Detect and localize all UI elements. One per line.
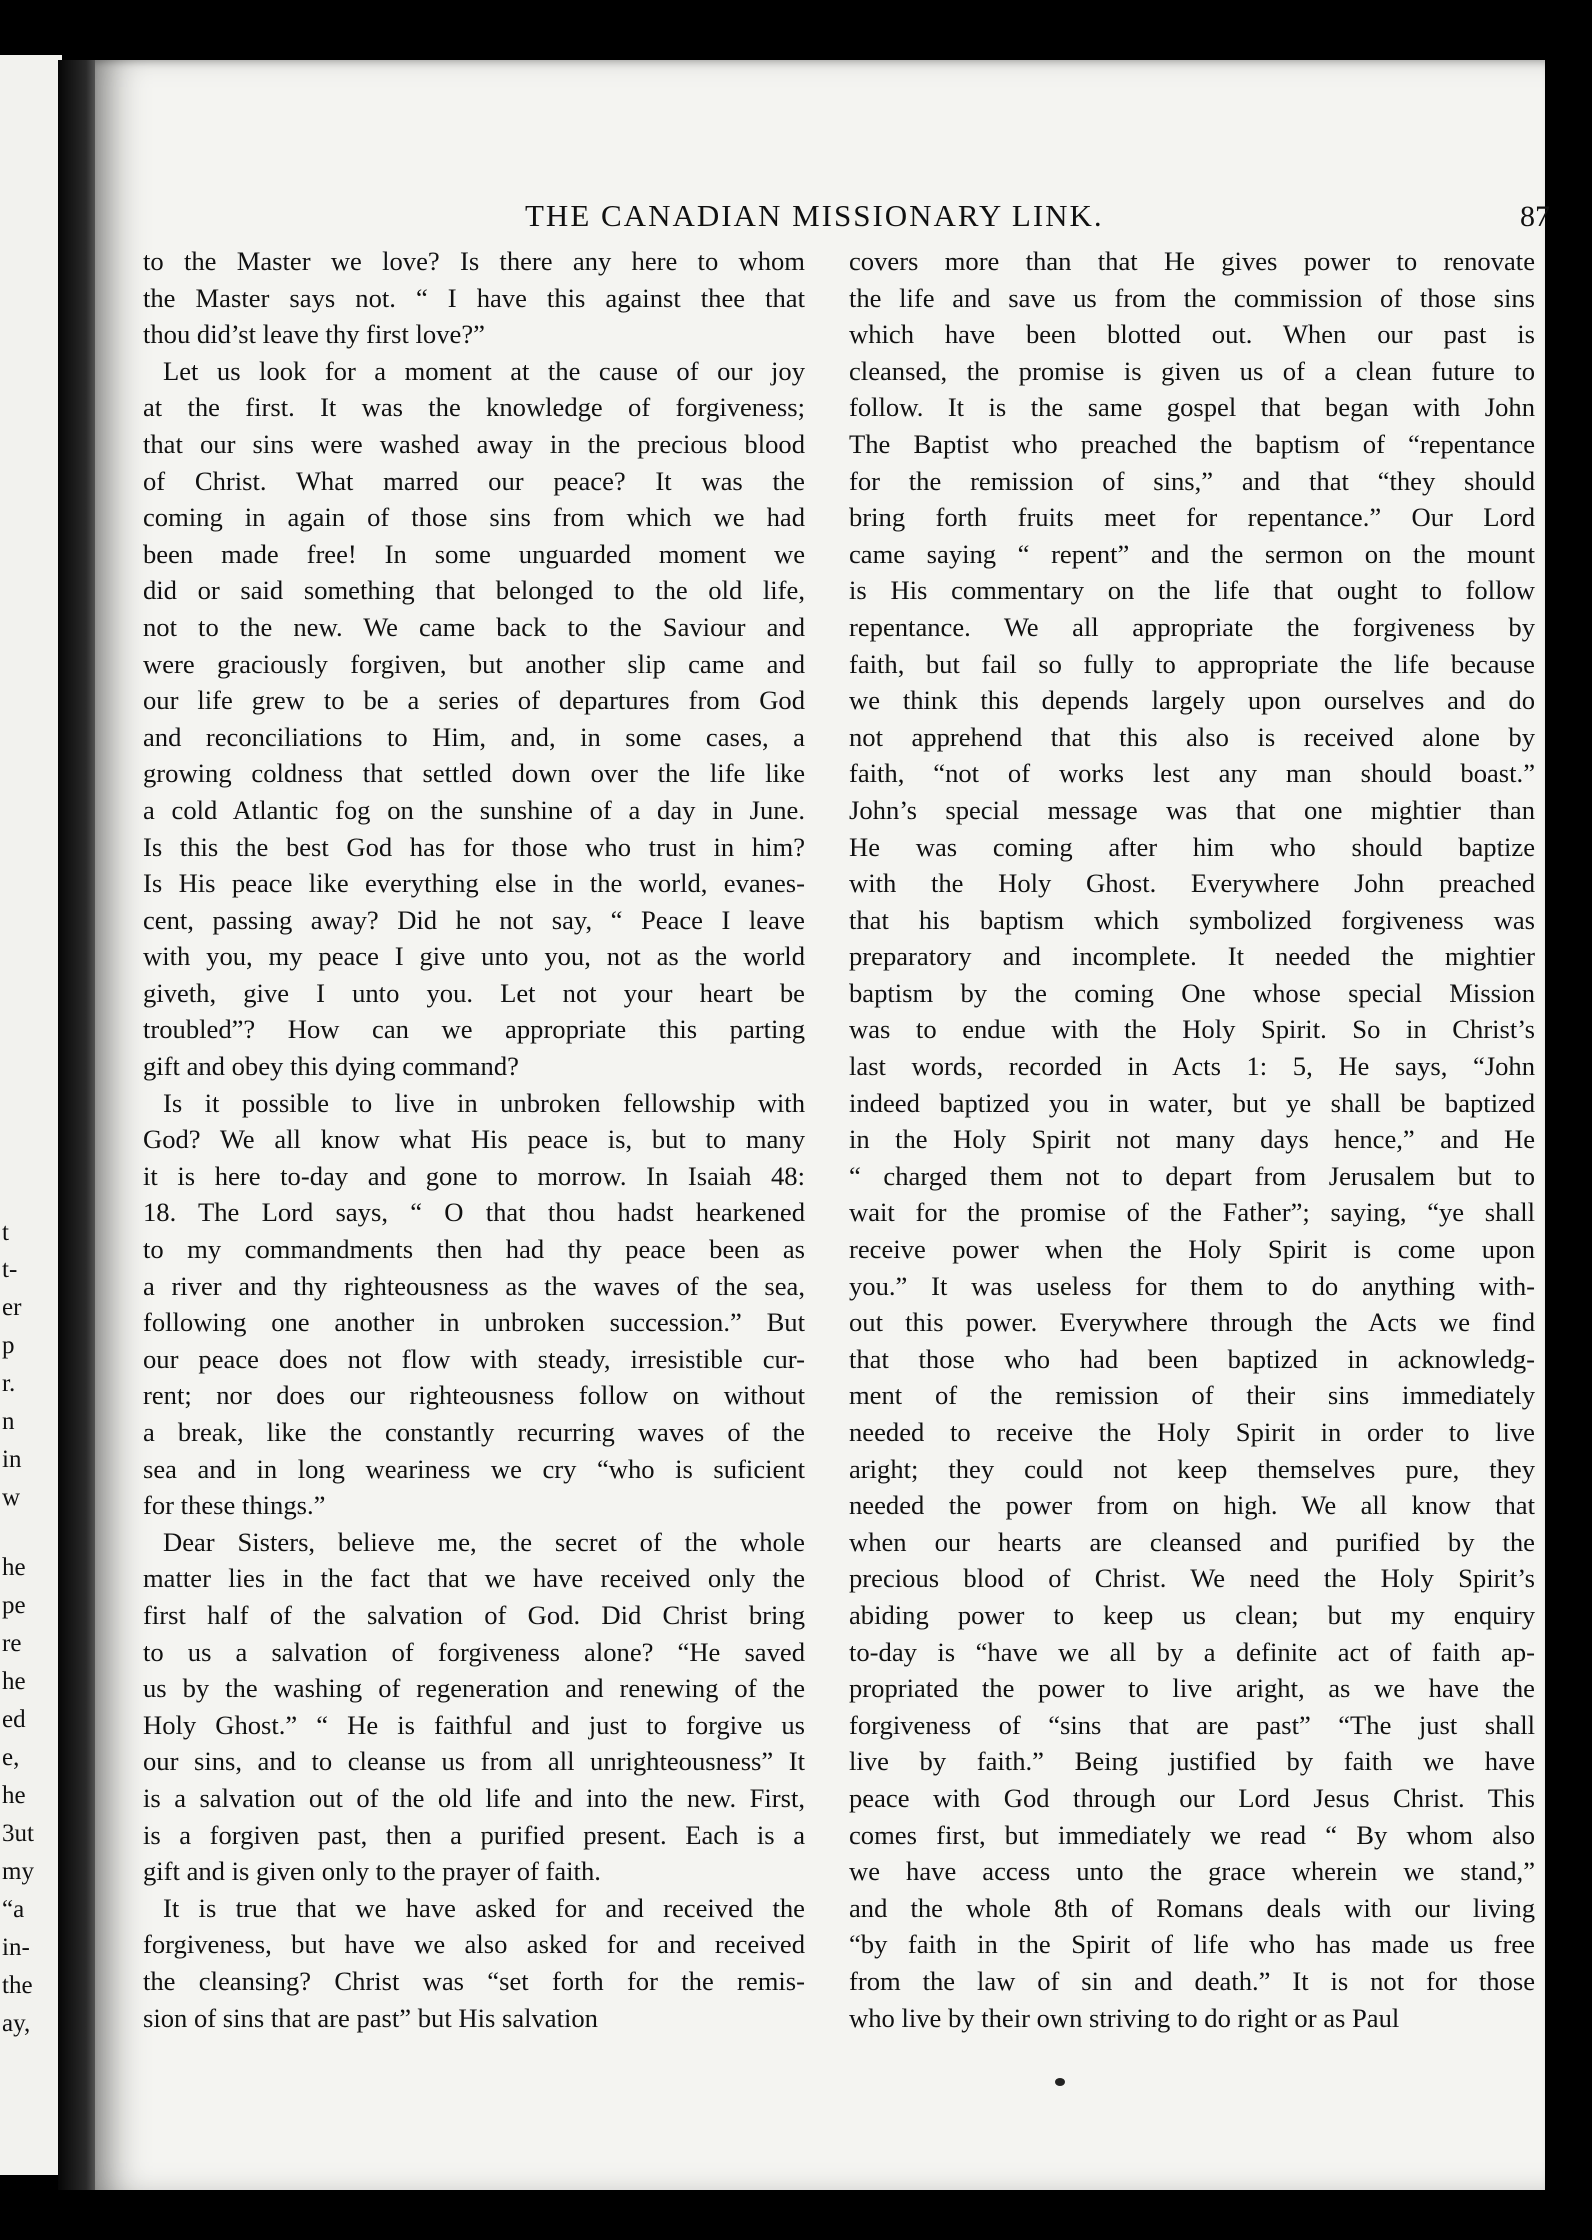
right-text-column xyxy=(849,243,1535,2036)
prev-page-fragment: er xyxy=(2,1294,22,1321)
text-line: troubled”? How can we appropriate this parting xyxy=(143,1014,805,1045)
text-line: our life grew to be a series of departures from God xyxy=(143,685,805,716)
text-line: been made free! In some unguarded moment we xyxy=(143,538,805,569)
text-line: last words, recorded in Acts 1: 5, He says, “John xyxy=(849,1051,1535,1082)
text-line: 18. The Lord says, “ O that thou hadst hearkened xyxy=(143,1197,805,1228)
prev-page-fragment: ed xyxy=(2,1706,26,1733)
text-line: “ charged them not to depart from Jerusalem but to xyxy=(849,1160,1535,1191)
text-line: with the Holy Ghost. Everywhere John preached xyxy=(849,868,1535,899)
text-line: John’s special message was that one mightier than xyxy=(849,794,1535,825)
text-line: Let us look for a moment at the cause of our joy xyxy=(163,355,805,386)
text-line: coming in again of those sins from which we had xyxy=(143,502,805,533)
text-line: that our sins were washed away in the precious blood xyxy=(143,428,805,459)
text-line: at the first. It was the knowledge of forgiveness; xyxy=(143,392,805,423)
previous-page-edge xyxy=(0,55,62,2175)
prev-page-fragment: 3ut xyxy=(2,1820,34,1847)
prev-page-fragment: w xyxy=(2,1484,21,1511)
text-line: It is true that we have asked for and received the xyxy=(163,1892,805,1923)
text-line: not apprehend that this also is received alone by xyxy=(849,721,1535,752)
text-line: indeed baptized you in water, but ye shall be baptized xyxy=(849,1087,1535,1118)
text-line: we have access unto the grace wherein we stand,” xyxy=(849,1856,1535,1887)
text-line: Is it possible to live in unbroken fellowship with xyxy=(163,1087,805,1118)
text-line: baptism by the coming One whose special Mission xyxy=(849,977,1535,1008)
text-line: of Christ. What marred our peace? It was the xyxy=(143,465,805,496)
text-line: the cleansing? Christ was “set forth for the remis- xyxy=(143,1965,805,1996)
text-line: which have been blotted out. When our past is xyxy=(849,319,1535,350)
page-header xyxy=(95,198,1550,238)
text-line: Is this the best God has for those who trust in him? xyxy=(143,831,805,862)
text-line: wait for the promise of the Father”; saying, “ye shall xyxy=(849,1197,1535,1228)
text-line: is a salvation out of the old life and into the new. First, xyxy=(143,1782,805,1813)
prev-page-fragment: t xyxy=(2,1219,9,1246)
text-line: when our hearts are cleansed and purified by the xyxy=(849,1526,1535,1557)
prev-page-fragment: re xyxy=(2,1630,22,1657)
text-line: aright; they could not keep themselves pure, they xyxy=(849,1453,1535,1484)
text-line: propriated the power to live aright, as we have the xyxy=(849,1673,1535,1704)
prev-page-fragment: t- xyxy=(2,1256,18,1283)
text-line: He was coming after him who should baptize xyxy=(849,831,1535,862)
prev-page-fragment: my xyxy=(2,1858,34,1885)
text-line: God? We all know what His peace is, but to many xyxy=(143,1124,805,1155)
text-line: growing coldness that settled down over the life like xyxy=(143,758,805,789)
ink-speck xyxy=(1055,2078,1065,2086)
text-line: live by faith.” Being justified by faith we have xyxy=(849,1746,1535,1777)
text-line: needed to receive the Holy Spirit in order to live xyxy=(849,1417,1535,1447)
text-line: to us a salvation of forgiveness alone? “He saved xyxy=(143,1636,805,1667)
prev-page-fragment: he xyxy=(2,1782,26,1809)
text-line: gift and obey this dying command? xyxy=(143,1051,519,1082)
text-line: a river and thy righteousness as the waves of the sea, xyxy=(143,1270,805,1301)
text-line: was to endue with the Holy Spirit. So in Christ’s xyxy=(849,1014,1535,1045)
text-line: for the remission of sins,” and that “they should xyxy=(849,465,1535,496)
text-line: a cold Atlantic fog on the sunshine of a day in June. xyxy=(143,794,805,825)
text-line: faith, “not of works lest any man should boast.” xyxy=(849,758,1535,789)
prev-page-fragment: he xyxy=(2,1668,26,1695)
text-line: in the Holy Spirit not many days hence,” and He xyxy=(849,1124,1535,1155)
text-line: us by the washing of regeneration and renewing of the xyxy=(143,1673,805,1704)
text-line: forgiveness, but have we also asked for and received xyxy=(143,1929,805,1960)
text-line: our peace does not flow with steady, irresistible cur- xyxy=(143,1343,805,1374)
text-line: that his baptism which symbolized forgiveness was xyxy=(849,904,1535,935)
text-line: “by faith in the Spirit of life who has made us free xyxy=(849,1929,1535,1960)
book-page xyxy=(95,60,1550,2190)
text-line: gift and is given only to the prayer of faith. xyxy=(143,1856,601,1887)
text-line: forgiveness of “sins that are past” “The just shall xyxy=(849,1709,1535,1740)
text-line: thou did’st leave thy first love?” xyxy=(143,319,485,350)
running-title: THE CANADIAN MISSIONARY LINK. xyxy=(525,198,1104,233)
text-line: needed the power from on high. We all know that xyxy=(849,1490,1535,1521)
text-line: that those who had been baptized in acknowledg- xyxy=(849,1343,1535,1374)
prev-page-fragment: in xyxy=(2,1446,22,1473)
text-line: a break, like the constantly recurring waves of the xyxy=(143,1417,805,1447)
text-line: Holy Ghost.” “ He is faithful and just to forgive us xyxy=(143,1709,805,1740)
text-line: ment of the remission of their sins immediately xyxy=(849,1380,1535,1411)
prev-page-fragment: p xyxy=(2,1332,15,1359)
text-line: to my commandments then had thy peace been as xyxy=(143,1234,805,1265)
page-number: 87 xyxy=(1520,200,1550,233)
text-line: for these things.” xyxy=(143,1490,326,1521)
text-line: Dear Sisters, believe me, the secret of the whole xyxy=(163,1526,805,1557)
prev-page-fragment: in- xyxy=(2,1934,30,1961)
text-line: following one another in unbroken succession.” But xyxy=(143,1307,805,1338)
text-line: who live by their own striving to do right or as Paul xyxy=(849,2002,1400,2033)
text-line: matter lies in the fact that we have received only the xyxy=(143,1563,805,1594)
prev-page-fragment: “a xyxy=(2,1896,25,1923)
prev-page-fragment: ay, xyxy=(2,2010,31,2037)
text-line: sea and in long weariness we cry “who is suficient xyxy=(143,1453,805,1484)
text-line: is His commentary on the life that ought to follow xyxy=(849,575,1535,606)
text-line: and reconciliations to Him, and, in some cases, a xyxy=(143,721,805,752)
prev-page-fragment: e, xyxy=(2,1744,20,1771)
text-line: the Master says not. “ I have this against thee that xyxy=(143,282,805,313)
text-line: bring forth fruits meet for repentance.” Our Lord xyxy=(849,502,1535,533)
text-line: follow. It is the same gospel that began with John xyxy=(849,392,1535,423)
text-line: preparatory and incomplete. It needed the mightier xyxy=(849,941,1535,972)
text-line: it is here to-day and gone to morrow. In Isaiah 48: xyxy=(143,1160,805,1191)
prev-page-fragment: n xyxy=(2,1408,15,1435)
text-line: repentance. We all appropriate the forgiveness by xyxy=(849,611,1535,642)
text-line: the life and save us from the commission of those sins xyxy=(849,282,1535,313)
text-line: Is His peace like everything else in the world, evanes- xyxy=(143,868,805,899)
text-line: not to the new. We came back to the Saviour and xyxy=(143,611,805,642)
text-line: peace with God through our Lord Jesus Christ. This xyxy=(849,1782,1535,1813)
text-line: from the law of sin and death.” It is not for those xyxy=(849,1965,1535,1996)
text-line: you.” It was useless for them to do anything with- xyxy=(849,1270,1535,1301)
text-line: out this power. Everywhere through the Acts we find xyxy=(849,1307,1535,1338)
text-line: were graciously forgiven, but another slip came and xyxy=(143,648,805,679)
text-line: The Baptist who preached the baptism of “repentance xyxy=(849,428,1535,459)
prev-page-fragment: the xyxy=(2,1972,33,1999)
text-line: came saying “ repent” and the sermon on the mount xyxy=(849,538,1535,569)
text-line: our sins, and to cleanse us from all unrighteousness” It xyxy=(143,1746,805,1777)
text-line: giveth, give I unto you. Let not your heart be xyxy=(143,977,805,1008)
text-line: with you, my peace I give unto you, not as the world xyxy=(143,941,805,972)
text-line: is a forgiven past, then a purified present. Each is a xyxy=(143,1819,805,1850)
prev-page-fragment: pe xyxy=(2,1592,26,1619)
text-line: to the Master we love? Is there any here to whom xyxy=(143,246,805,276)
prev-page-fragment: he xyxy=(2,1554,26,1581)
prev-page-fragment: r. xyxy=(2,1370,16,1397)
text-line: abiding power to keep us clean; but my enquiry xyxy=(849,1599,1535,1630)
left-text-column xyxy=(143,243,805,2036)
text-line: precious blood of Christ. We need the Holy Spirit’s xyxy=(849,1563,1535,1594)
text-line: comes first, but immediately we read “ By whom also xyxy=(849,1819,1535,1850)
text-line: and the whole 8th of Romans deals with our living xyxy=(849,1892,1535,1923)
text-line: did or said something that belonged to the old life, xyxy=(143,575,805,606)
text-line: we think this depends largely upon ourselves and do xyxy=(849,685,1535,716)
text-line: receive power when the Holy Spirit is come upon xyxy=(849,1234,1535,1265)
text-line: rent; nor does our righteousness follow on without xyxy=(143,1380,805,1411)
text-line: cleansed, the promise is given us of a clean future to xyxy=(849,355,1535,386)
text-line: cent, passing away? Did he not say, “ Peace I leave xyxy=(143,904,805,935)
text-line: to-day is “have we all by a definite act of faith ap- xyxy=(849,1636,1535,1667)
text-line: covers more than that He gives power to renovate xyxy=(849,246,1535,276)
text-line: sion of sins that are past” but His salvation xyxy=(143,2002,598,2033)
text-line: first half of the salvation of God. Did Christ bring xyxy=(143,1599,805,1630)
text-line: faith, but fail so fully to appropriate the life because xyxy=(849,648,1535,679)
